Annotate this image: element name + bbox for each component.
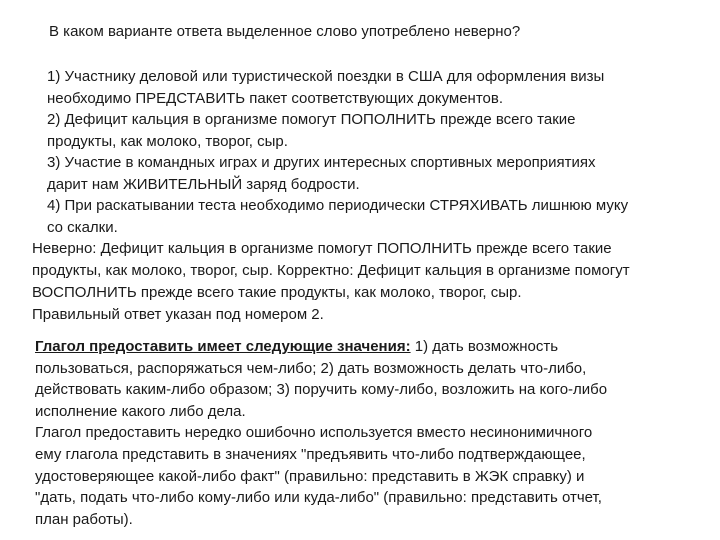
option-line: необходимо ПРЕДСТАВИТЬ пакет соответствующих документов. <box>47 89 504 107</box>
answer-line: Правильный ответ указан под номером 2. <box>32 306 324 323</box>
option-line: дарит нам ЖИВИТЕЛЬНЫЙ заряд бодрости. <box>47 175 360 193</box>
explanation-first-line-rest: 1) дать возможность <box>410 338 559 355</box>
option-line: со скалки. <box>47 218 118 236</box>
answer-line: Неверно: Дефицит кальция в организме помогут ПОПОЛНИТЬ прежде всего такие <box>32 240 612 257</box>
explanation-heading: Глагол предоставить имеет следующие значения: <box>35 338 411 355</box>
option-line: 3) Участие в командных играх и других интересных спортивных мероприятиях <box>47 154 596 171</box>
explanation-line: ему глагола представить в значениях "предъявить что-либо подтверждающее, <box>35 445 586 463</box>
explanation-block <box>35 336 705 530</box>
option-line: 4) При раскатывании теста необходимо периодически СТРЯХИВАТЬ лишнюю муку <box>47 197 629 214</box>
explanation-line: "дать, подать что-либо кому-либо или куда-либо" (правильно: представить отчет, <box>35 489 602 507</box>
explanation-line: действовать каким-либо образом; 3) поручить кому-либо, возложить на кого-либо <box>35 381 608 399</box>
explanation-line: Глагол предоставить нередко ошибочно используется вместо несинонимичного <box>35 424 593 442</box>
explanation-first-line <box>35 336 705 358</box>
answer-line: ВОСПОЛНИТЬ прежде всего такие продукты, как молоко, творог, сыр. <box>32 284 522 301</box>
explanation-line: удостоверяющее какой-либо факт" (правильно: представить в ЖЭК справку) и <box>35 467 585 485</box>
answer-options <box>47 66 707 238</box>
answer-line: продукты, как молоко, творог, сыр. Корректно: Дефицит кальция в организме помогут <box>32 262 630 279</box>
explanation-line: исполнение какого либо дела. <box>35 402 246 420</box>
explanation-line: пользоваться, распоряжаться чем-либо; 2) дать возможность делать что-либо, <box>35 359 587 377</box>
answer-block <box>32 238 712 326</box>
question-text: В каком варианте ответа выделенное слово употреблено неверно? <box>49 23 521 40</box>
option-line: продукты, как молоко, творог, сыр. <box>47 132 288 150</box>
option-line: 1) Участнику деловой или туристической поездки в США для оформления визы <box>47 68 605 85</box>
option-line: 2) Дефицит кальция в организме помогут ПОПОЛНИТЬ прежде всего такие <box>47 111 576 128</box>
explanation-line: план работы). <box>35 510 133 528</box>
